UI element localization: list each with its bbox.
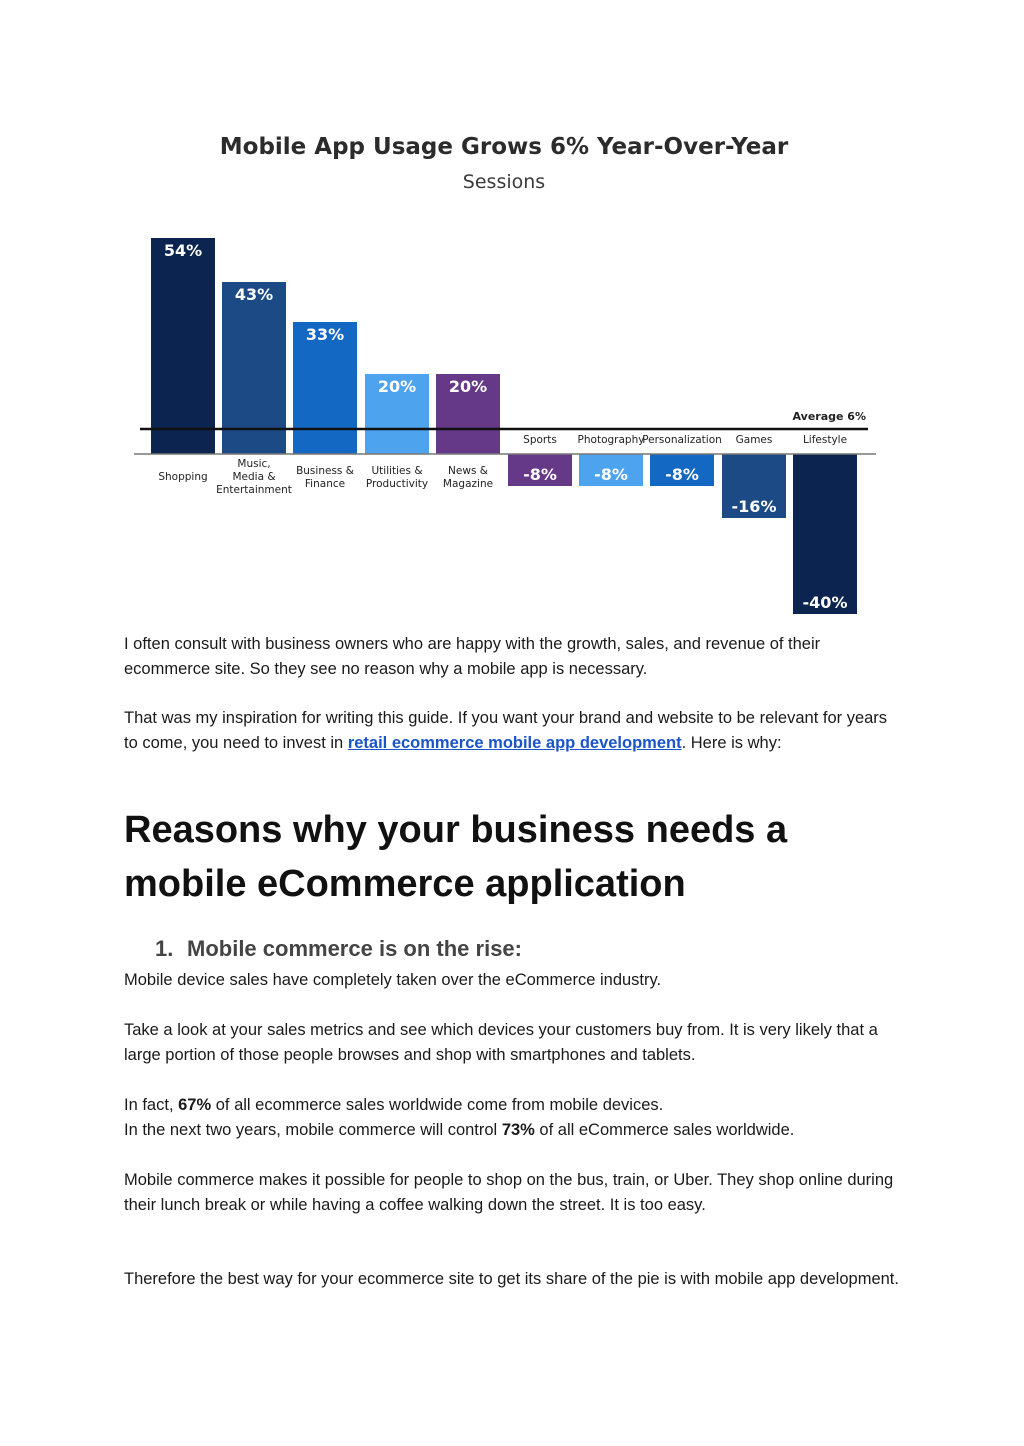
bar-value-label-4: 20%: [448, 377, 488, 396]
bar-9: [793, 454, 857, 614]
main-heading: Reasons why your business needs a mobile eCommerce application: [124, 809, 788, 905]
stats-text-a: In fact,: [124, 1096, 179, 1114]
bar-0: [151, 238, 215, 454]
bar-value-label-7: -8%: [665, 465, 699, 484]
subheading: Mobile commerce is on the rise:: [187, 936, 522, 961]
average-label: Average 6%: [792, 410, 866, 423]
convenience-text: Mobile commerce makes it possible for people to shop on the bus, train, or Uber. They shop online during their lunch break or while having a coffee walking down the street. It is too easy.: [124, 1171, 894, 1214]
stat-67: 67%: [178, 1096, 212, 1114]
intro-paragraph: [124, 632, 904, 682]
category-label-4: News & Magazine: [442, 465, 494, 490]
conclusion-text: Therefore the best way for your ecommerce site to get its share of the pie is with mobile app development.: [124, 1270, 899, 1288]
subheading-block: [155, 934, 935, 964]
paragraph-stats: [124, 1093, 904, 1143]
inspiration-paragraph: [124, 706, 904, 756]
inspiration-text: That was my inspiration for writing this guide. If you want your brand and website to be relevant for years to come, you need to invest in: [124, 709, 888, 752]
bar-value-label-6: -8%: [594, 465, 628, 484]
bar-value-label-8: -16%: [731, 497, 777, 516]
bar-value-label-2: 33%: [305, 325, 345, 344]
chart-bars: [151, 238, 857, 614]
bar-value-label-3: 20%: [377, 377, 417, 396]
stats-text-f: of all eCommerce sales worldwide.: [534, 1121, 795, 1139]
bar-value-label-0: 54%: [163, 241, 203, 260]
category-label-2: Business & Finance: [296, 465, 354, 490]
subheading-number: 1.: [155, 936, 174, 961]
retail-app-dev-link[interactable]: retail ecommerce mobile app development: [347, 734, 682, 752]
takeover-text: Mobile device sales have completely taken over the eCommerce industry.: [124, 971, 662, 989]
intro-text: I often consult with business owners who are happy with the growth, sales, and revenue of their ecommerce site. So they see no reason why a mobile app is necessary.: [124, 635, 821, 678]
stats-text-c: of all ecommerce sales worldwide come from mobile devices.: [211, 1096, 664, 1114]
paragraph-metrics: [124, 1018, 904, 1068]
main-heading-block: [124, 803, 904, 911]
chart-subtitle: Sessions: [462, 171, 546, 193]
stats-text-d: In the next two years, mobile commerce will control: [124, 1121, 502, 1139]
category-label-7: Personalization: [642, 434, 722, 446]
paragraph-convenience: [124, 1168, 904, 1218]
chart-title: Mobile App Usage Grows 6% Year-Over-Year: [219, 134, 789, 160]
category-label-3: Utilities & Productivity: [365, 465, 429, 490]
bar-value-label-9: -40%: [802, 593, 848, 612]
paragraph-takeover: [124, 968, 904, 993]
category-label-1: Music, Media & Entertainment: [216, 458, 292, 496]
stat-73: 73%: [501, 1121, 535, 1139]
metrics-text: Take a look at your sales metrics and see which devices your customers buy from. It is very likely that a large portion of those people browses and shop with smartphones and tablets.: [124, 1021, 878, 1064]
inspiration-text-end: . Here is why:: [681, 734, 782, 752]
paragraph-conclusion: [124, 1267, 904, 1292]
category-label-6: Photography: [577, 434, 645, 446]
category-label-9: Lifestyle: [802, 434, 848, 446]
category-label-0: Shopping: [158, 471, 208, 483]
bar-value-label-5: -8%: [523, 465, 557, 484]
category-label-5: Sports: [523, 434, 557, 446]
category-label-8: Games: [735, 434, 773, 446]
bar-value-label-1: 43%: [234, 285, 274, 304]
usage-bar-chart: [0, 0, 1024, 625]
